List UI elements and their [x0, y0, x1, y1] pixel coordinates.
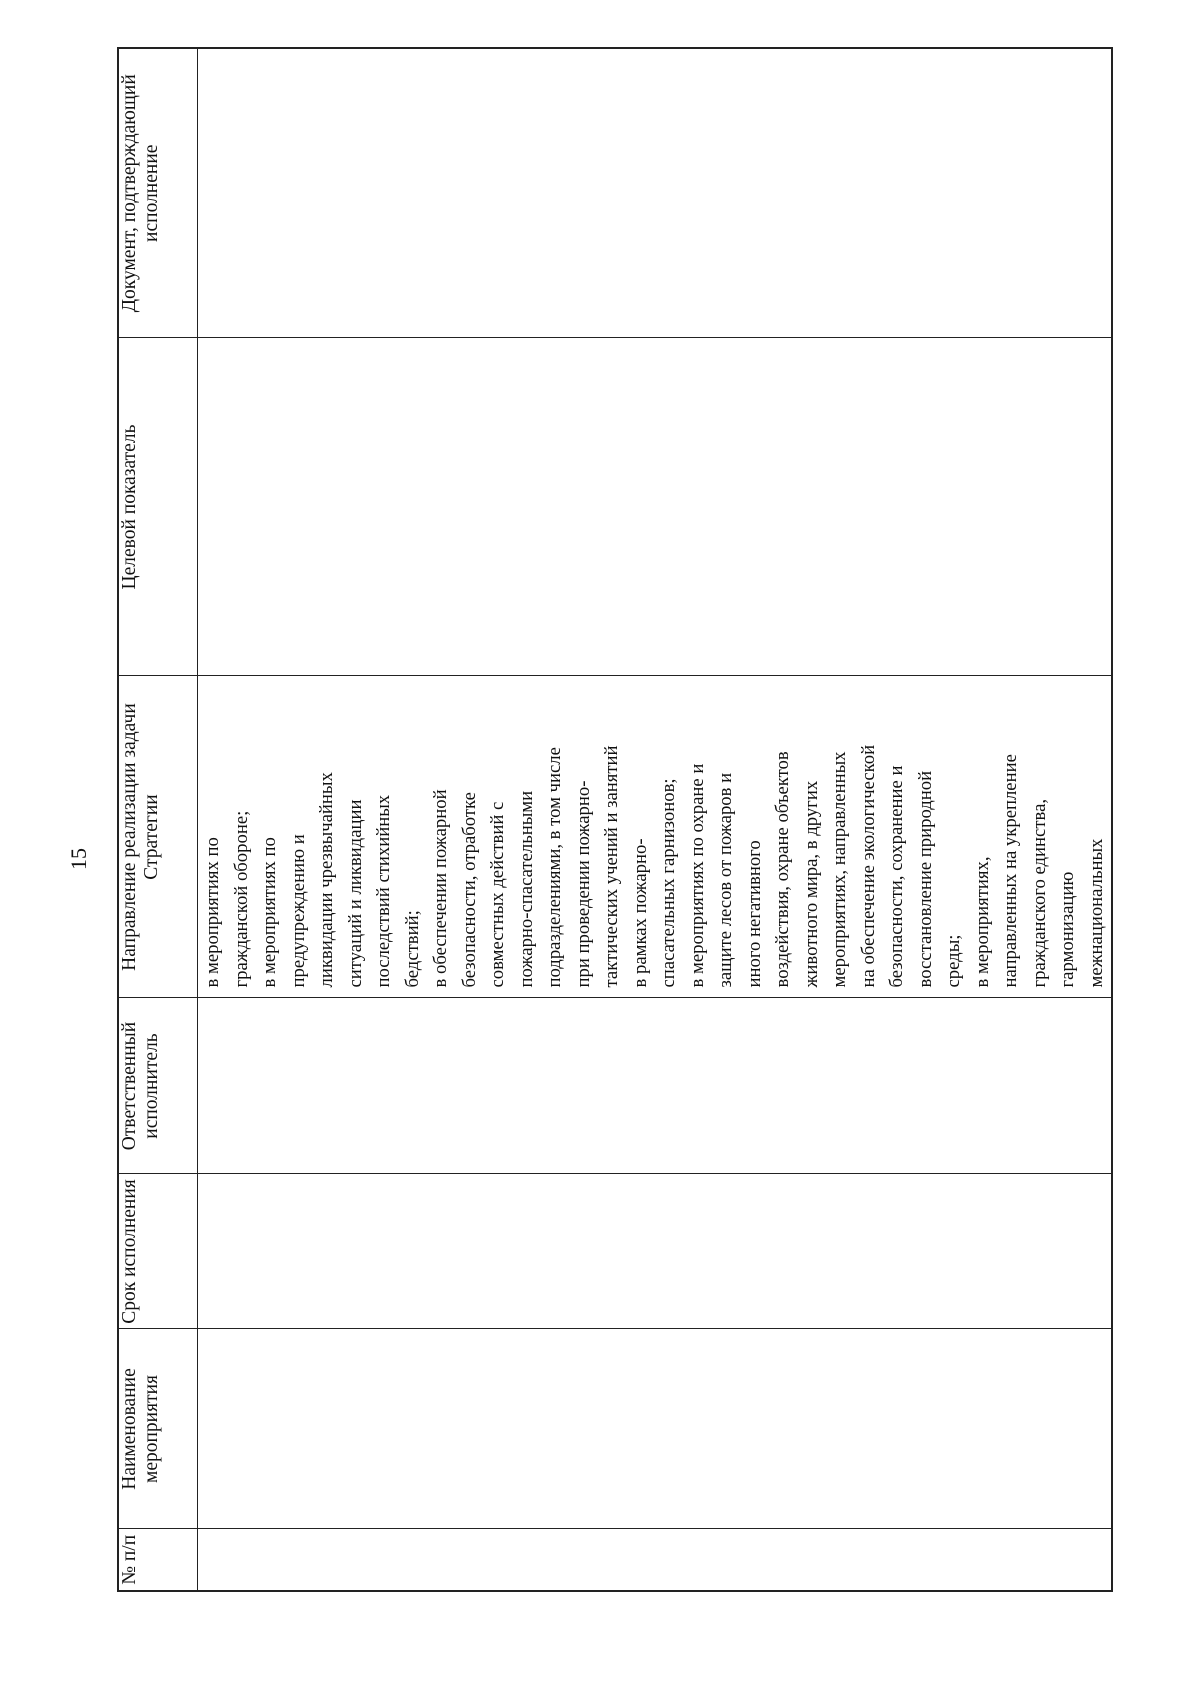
direction-line: в мероприятиях, [971, 856, 993, 988]
direction-line: направленных на укрепление [1000, 754, 1021, 988]
direction-line: безопасности, сохранение и [886, 765, 907, 988]
header-number: № п/п [118, 1529, 198, 1591]
direction-line: мероприятиях, направленных [829, 751, 850, 988]
cell-confirming-document [198, 48, 1113, 338]
direction-line: в рамках пожарно- [629, 838, 651, 988]
direction-line: восстановление природной [914, 770, 936, 988]
direction-line: тактических учений и занятий [601, 745, 622, 988]
header-deadline: Срок исполнения [118, 1174, 198, 1329]
rotated-table-container [117, 49, 1107, 1592]
cell-number [198, 1529, 1113, 1591]
direction-line: межнациональных [1085, 838, 1107, 988]
direction-line: на обеспечение экологической [857, 744, 879, 988]
direction-line: в мероприятиях по [202, 837, 223, 988]
direction-line: в мероприятиях по [259, 837, 280, 988]
direction-line: гармонизацию [1057, 871, 1078, 988]
cell-deadline [198, 1174, 1113, 1329]
direction-line: среды; [943, 934, 964, 988]
direction-line: защите лесов от пожаров и [715, 772, 736, 988]
cell-responsible [198, 998, 1113, 1174]
direction-line: гражданского единства, [1028, 798, 1050, 988]
cell-event-name [198, 1329, 1113, 1529]
header-target-indicator: Целевой показатель [118, 338, 198, 676]
direction-line: бедствий; [401, 910, 423, 988]
direction-line: ситуаций и ликвидации [344, 799, 366, 988]
table-row [198, 48, 1113, 1591]
cell-target-indicator [198, 338, 1113, 676]
header-responsible: Ответственный исполнитель [118, 998, 198, 1174]
direction-line: гражданской обороне; [230, 810, 252, 988]
direction-line: в мероприятиях по охране и [686, 763, 708, 988]
header-event-name: Наименование мероприятия [118, 1329, 198, 1529]
direction-line: ликвидации чрезвычайных [316, 772, 337, 988]
direction-line: предупреждению и [287, 834, 309, 988]
direction-line: пожарно-спасательными [515, 790, 537, 988]
direction-line: при проведении пожарно- [572, 780, 594, 988]
direction-line: спасательных гарнизонов; [658, 778, 679, 988]
direction-line: безопасности, отработке [458, 792, 480, 988]
header-strategy-direction: Направление реализации задачи Стратегии [118, 676, 198, 998]
cell-strategy-direction [198, 676, 1113, 998]
direction-line: подразделениями, в том числе [544, 747, 565, 988]
table-header-row [118, 48, 198, 1591]
direction-line: воздействия, охране объектов [772, 751, 793, 988]
direction-line: совместных действий с [487, 801, 508, 988]
direction-line: в обеспечении пожарной [430, 789, 451, 988]
direction-line: иного негативного [743, 840, 765, 988]
header-confirming-document: Документ, подтверждающий исполнение [118, 48, 198, 338]
direction-line: животного мира, в других [800, 780, 822, 988]
action-plan-table [117, 47, 1113, 1592]
direction-line: последствий стихийных [373, 794, 394, 988]
page-number: 15 [66, 848, 91, 870]
